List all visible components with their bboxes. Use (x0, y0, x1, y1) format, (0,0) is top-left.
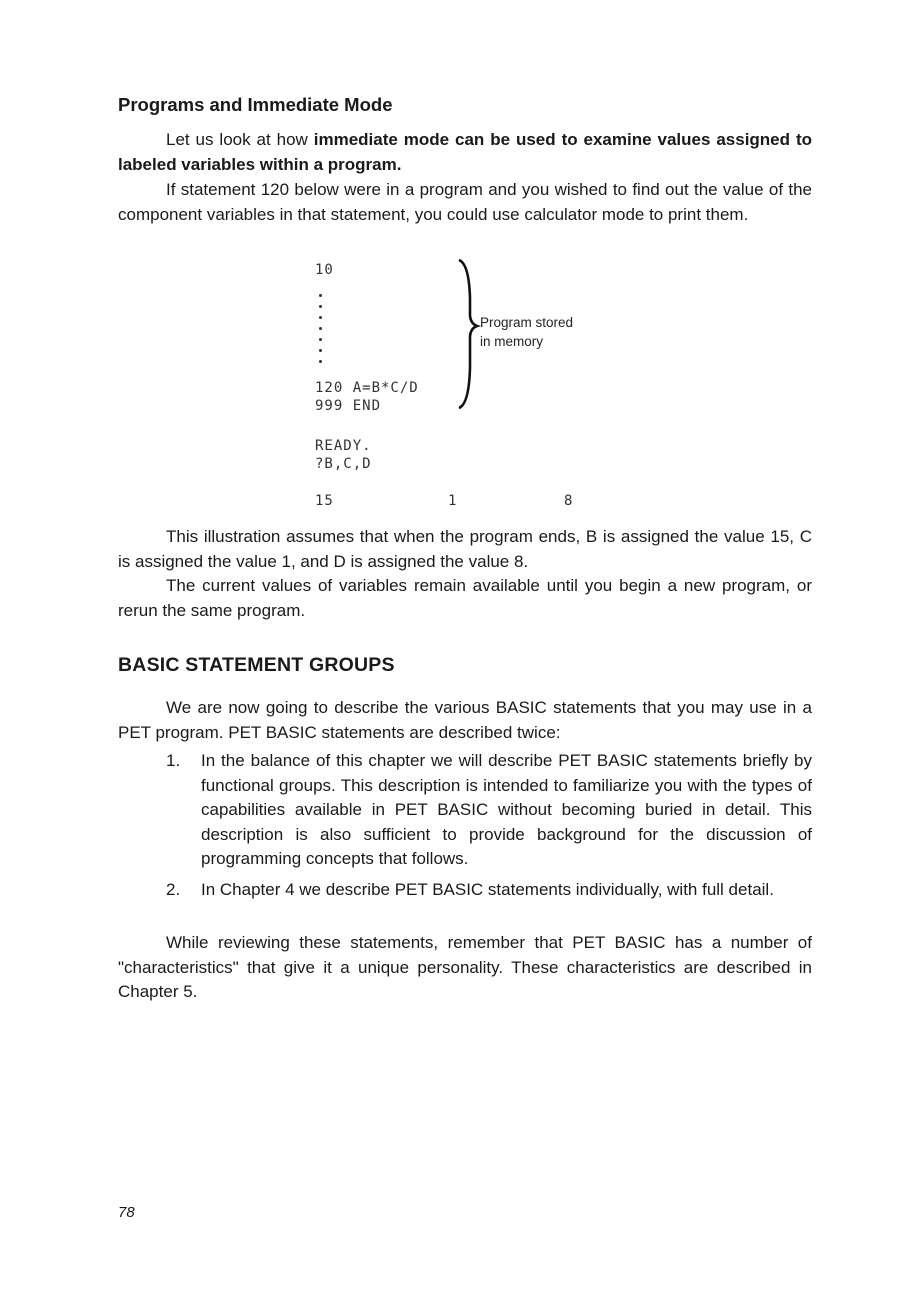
list-number: 1. (166, 751, 181, 770)
illustration-paragraph (118, 525, 812, 574)
brace-icon (455, 258, 483, 410)
list-text: In Chapter 4 we describe PET BASIC statements individually, with full detail. (201, 880, 774, 899)
ellipsis-dot (319, 360, 322, 363)
list-number: 2. (166, 880, 181, 899)
values-text: The current values of variables remain available until you begin a new program, or rerun the same program. (118, 576, 812, 620)
ellipsis-dot (319, 327, 322, 330)
print-query: ?B,C,D (315, 456, 372, 472)
ellipsis-dot (319, 294, 322, 297)
output-d: 8 (564, 493, 574, 509)
ready-prompt: READY. (315, 438, 372, 454)
illustration-text: This illustration assumes that when the program ends, B is assigned the value 15, C is assigned the value 1, and D is assigned the value 8. (118, 527, 812, 571)
intro-paragraph (118, 128, 812, 177)
annotation-line-2: in memory (480, 334, 544, 349)
statement-paragraph (118, 178, 812, 227)
main-heading: BASIC STATEMENT GROUPS (118, 654, 395, 676)
reviewing-paragraph (118, 931, 812, 1005)
page-number: 78 (118, 1204, 135, 1221)
code-line-999: 999 END (315, 398, 382, 414)
ellipsis-dot (319, 305, 322, 308)
code-line-120: 120 A=B*C/D (315, 380, 419, 396)
code-line-10: 10 (315, 262, 334, 278)
ellipsis-dot (319, 349, 322, 352)
intro-lead: Let us look at how (166, 130, 314, 149)
statement-text: If statement 120 below were in a program and you wished to find out the value of the component variables in that statement, you could use calculator mode to print them. (118, 180, 812, 224)
list-text: In the balance of this chapter we will describe PET BASIC statements briefly by functional groups. This description is intended to familiarize you with the types of capabilities available in PET BASIC without becoming buried in detail. This description is also sufficient to provide background for the discussion of programming concepts that follows. (201, 751, 812, 868)
annotation-line-1: Program stored (480, 315, 574, 330)
output-b: 15 (315, 493, 334, 509)
statements-text: We are now going to describe the various BASIC statements that you may use in a PET program. PET BASIC statements are described twice: (118, 698, 812, 742)
statements-paragraph (118, 696, 812, 745)
reviewing-text: While reviewing these statements, remember that PET BASIC has a number of "characteristics" that give it a unique personality. These characteristics are described in Chapter 5. (118, 933, 812, 1001)
values-paragraph (118, 574, 812, 623)
ellipsis-dot (319, 338, 322, 341)
section-heading: Programs and Immediate Mode (118, 94, 393, 115)
intro-bold: immediate mode can be used to examine values assigned to labeled variables within a program. (118, 130, 812, 174)
ellipsis-dot (319, 316, 322, 319)
output-c: 1 (448, 493, 458, 509)
